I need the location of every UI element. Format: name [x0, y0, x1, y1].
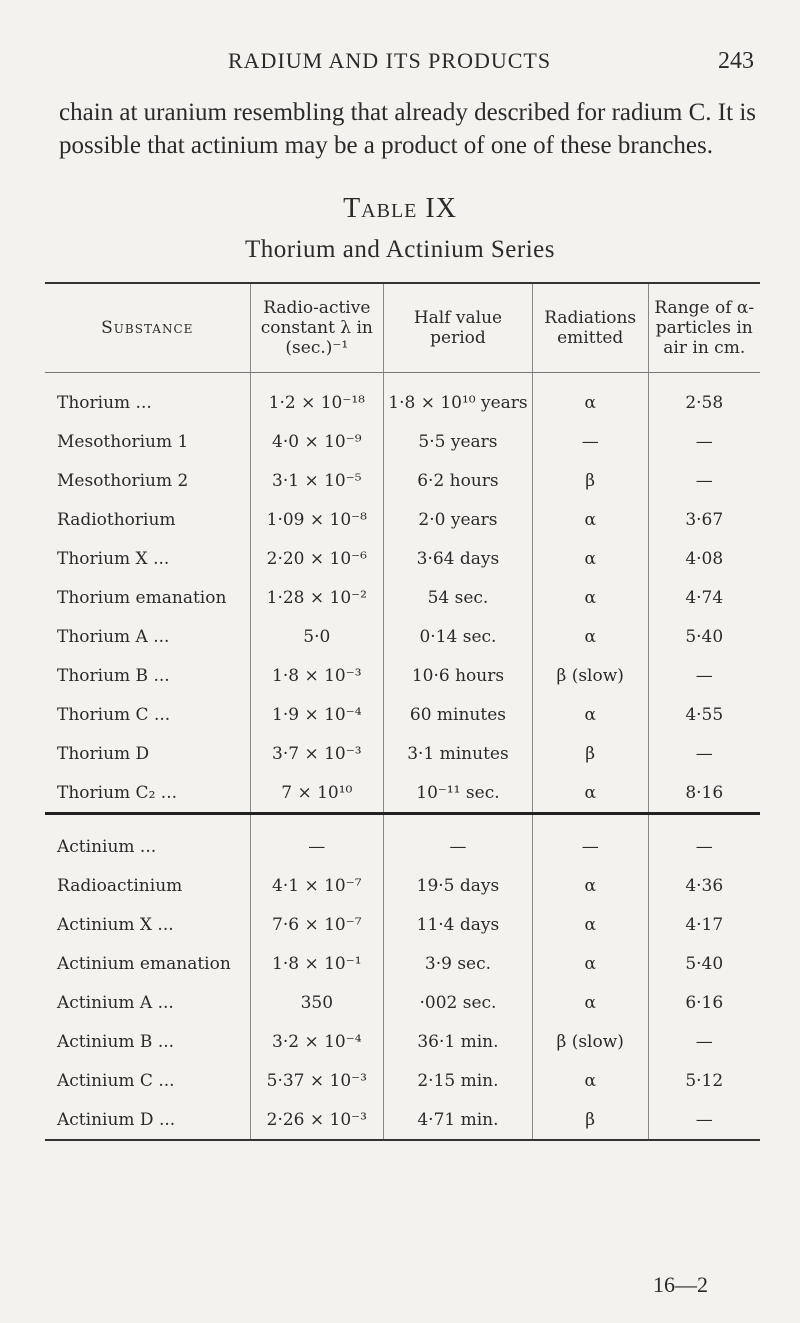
actinium-row — [45, 905, 760, 944]
range-cell: — — [695, 743, 713, 764]
col-range: Range of α-particles in air in cm. — [648, 283, 760, 373]
constant-cell: 2·26 × 10⁻³ — [250, 1100, 383, 1140]
constant-cell: 1·28 × 10⁻² — [250, 578, 383, 617]
thorium-row — [45, 773, 760, 814]
col-radioactive-constant: Radio-active constant λ in (sec.)⁻¹ — [250, 283, 383, 373]
substance-cell: Thorium ... — [45, 373, 250, 423]
col-radiations: Radiations emitted — [532, 283, 648, 373]
radiation-cell: α — [532, 617, 648, 656]
table-subtitle: Thorium and Actinium Series — [245, 236, 555, 263]
constant-cell: 2·20 × 10⁻⁶ — [250, 539, 383, 578]
actinium-row — [45, 1022, 760, 1061]
thorium-row — [45, 539, 760, 578]
constant-cell: 3·2 × 10⁻⁴ — [250, 1022, 383, 1061]
radiation-cell: α — [532, 578, 648, 617]
substance-cell: Thorium C ... — [45, 695, 250, 734]
substance-cell: Actinium ... — [45, 814, 250, 867]
substance-cell: Thorium D — [45, 734, 250, 773]
printer-signature: 16—2 — [653, 1272, 708, 1297]
thorium-row — [45, 461, 760, 500]
col-substance: Substance — [45, 283, 250, 373]
radiation-cell: α — [532, 905, 648, 944]
thorium-row — [45, 578, 760, 617]
period-cell: 4·71 min. — [384, 1100, 533, 1140]
constant-cell: 4·0 × 10⁻⁹ — [250, 422, 383, 461]
period-cell: 1·8 × 10¹⁰ years — [384, 373, 533, 423]
substance-cell: Mesothorium 1 — [45, 422, 250, 461]
constant-cell: 4·1 × 10⁻⁷ — [250, 866, 383, 905]
radiation-cell: — — [532, 814, 648, 867]
period-cell: 54 sec. — [384, 578, 533, 617]
period-cell: 60 minutes — [384, 695, 533, 734]
running-head-title: RADIUM AND ITS PRODUCTS — [228, 48, 552, 73]
running-header — [0, 48, 800, 82]
radiation-cell: α — [532, 373, 648, 423]
actinium-row — [45, 866, 760, 905]
substance-cell: Actinium D ... — [45, 1100, 250, 1140]
thorium-row — [45, 422, 760, 461]
radiation-cell: β (slow) — [532, 656, 648, 695]
range-cell: 8·16 — [685, 782, 724, 803]
substance-cell: Thorium X ... — [45, 539, 250, 578]
range-cell: 5·12 — [685, 1070, 724, 1091]
substance-cell: Thorium C₂ ... — [45, 773, 250, 814]
range-cell: — — [695, 431, 713, 452]
thorium-row — [45, 656, 760, 695]
period-cell: 36·1 min. — [384, 1022, 533, 1061]
range-cell: 4·55 — [685, 704, 724, 725]
period-cell: 3·9 sec. — [384, 944, 533, 983]
substance-cell: Actinium B ... — [45, 1022, 250, 1061]
table-header-row — [45, 283, 760, 373]
substance-cell: Actinium X ... — [45, 905, 250, 944]
range-cell: 2·58 — [685, 392, 724, 413]
period-cell: 3·64 days — [384, 539, 533, 578]
range-cell: 4·08 — [685, 548, 724, 569]
radiation-cell: α — [532, 695, 648, 734]
period-cell: 2·15 min. — [384, 1061, 533, 1100]
radiation-cell: α — [532, 773, 648, 814]
constant-cell: 5·37 × 10⁻³ — [250, 1061, 383, 1100]
actinium-row — [45, 1100, 760, 1140]
radiation-cell: β — [532, 461, 648, 500]
period-cell: 2·0 years — [384, 500, 533, 539]
period-cell: 11·4 days — [384, 905, 533, 944]
table-title: Table IX — [343, 193, 457, 224]
constant-cell: 7 × 10¹⁰ — [250, 773, 383, 814]
period-cell: — — [384, 814, 533, 867]
radiation-cell: α — [532, 944, 648, 983]
constant-cell: 1·9 × 10⁻⁴ — [250, 695, 383, 734]
range-cell: — — [695, 1031, 713, 1052]
range-cell: 5·40 — [685, 953, 724, 974]
range-cell: 3·67 — [685, 509, 724, 530]
constant-cell: — — [250, 814, 383, 867]
radiation-cell: α — [532, 500, 648, 539]
period-cell: ·002 sec. — [384, 983, 533, 1022]
actinium-row — [45, 814, 760, 867]
substance-cell: Thorium A ... — [45, 617, 250, 656]
radiation-cell: β (slow) — [532, 1022, 648, 1061]
actinium-row — [45, 983, 760, 1022]
actinium-row — [45, 1061, 760, 1100]
intro-paragraph: chain at uranium resembling that already described for radium C. It is possible that actinium may be a product of one of these branches. — [59, 99, 756, 159]
range-cell: 6·16 — [685, 992, 724, 1013]
range-cell: — — [648, 814, 760, 867]
range-cell: 4·74 — [685, 587, 724, 608]
period-cell: 10·6 hours — [384, 656, 533, 695]
col-half-value-period: Half value period — [384, 283, 533, 373]
substance-cell: Mesothorium 2 — [45, 461, 250, 500]
substance-cell: Radioactinium — [45, 866, 250, 905]
range-cell: 5·40 — [685, 626, 724, 647]
radiation-cell: β — [532, 734, 648, 773]
range-cell: — — [695, 665, 713, 686]
constant-cell: 5·0 — [250, 617, 383, 656]
period-cell: 5·5 years — [384, 422, 533, 461]
page-number: 243 — [718, 48, 754, 74]
constant-cell: 7·6 × 10⁻⁷ — [250, 905, 383, 944]
thorium-row — [45, 617, 760, 656]
radiation-cell: α — [532, 1061, 648, 1100]
thorium-row — [45, 500, 760, 539]
constant-cell: 1·8 × 10⁻¹ — [250, 944, 383, 983]
constant-cell: 1·8 × 10⁻³ — [250, 656, 383, 695]
substance-cell: Actinium C ... — [45, 1061, 250, 1100]
decay-series-table — [45, 282, 760, 1141]
constant-cell: 350 — [250, 983, 383, 1022]
period-cell: 19·5 days — [384, 866, 533, 905]
radiation-cell: α — [532, 983, 648, 1022]
thorium-row — [45, 373, 760, 423]
range-cell: 4·36 — [685, 875, 724, 896]
period-cell: 0·14 sec. — [384, 617, 533, 656]
radiation-cell: α — [532, 539, 648, 578]
period-cell: 6·2 hours — [384, 461, 533, 500]
period-cell: 10⁻¹¹ sec. — [384, 773, 533, 814]
substance-cell: Thorium emanation — [45, 578, 250, 617]
actinium-row — [45, 944, 760, 983]
substance-cell: Thorium B ... — [45, 656, 250, 695]
constant-cell: 3·1 × 10⁻⁵ — [250, 461, 383, 500]
radiation-cell: — — [532, 422, 648, 461]
range-cell: 4·17 — [685, 914, 724, 935]
thorium-row — [45, 695, 760, 734]
range-cell: — — [695, 470, 713, 491]
substance-cell: Radiothorium — [45, 500, 250, 539]
constant-cell: 3·7 × 10⁻³ — [250, 734, 383, 773]
substance-cell: Actinium A ... — [45, 983, 250, 1022]
range-cell: — — [695, 1109, 713, 1130]
radiation-cell: α — [532, 866, 648, 905]
constant-cell: 1·2 × 10⁻¹⁸ — [250, 373, 383, 423]
period-cell: 3·1 minutes — [384, 734, 533, 773]
thorium-row — [45, 734, 760, 773]
constant-cell: 1·09 × 10⁻⁸ — [250, 500, 383, 539]
substance-cell: Actinium emanation — [45, 944, 250, 983]
radiation-cell: β — [532, 1100, 648, 1140]
